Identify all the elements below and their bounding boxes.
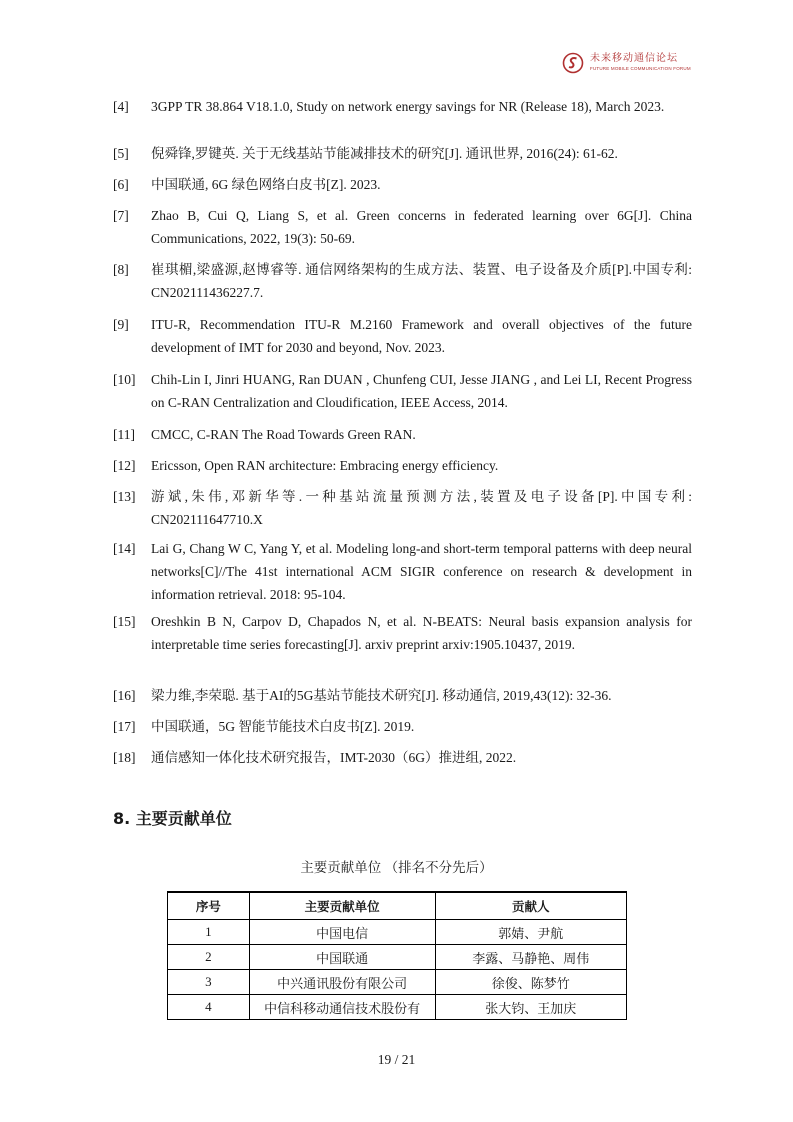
logo-english-name: FUTURE MOBILE COMMUNICATION FORUM — [590, 66, 691, 72]
reference-item — [113, 423, 692, 446]
reference-text: 梁力维,李荣聪. 基于AI的5G基站节能技术研究[J]. 移动通信, 2019,43(12): 32-36. — [151, 688, 612, 703]
reference-number: [17] — [113, 719, 136, 734]
reference-text: 崔琪楣,梁盛源,赵博睿等. 通信网络架构的生成方法、装置、电子设备及介质[P].中国专利: CN202111436227.7. — [151, 262, 692, 300]
section-heading: 8. 主要贡献单位 — [113, 809, 232, 828]
reference-text: 3GPP TR 38.864 V18.1.0, Study on network energy savings for NR (Release 18), March 2023. — [151, 99, 665, 114]
table-header-row — [168, 892, 627, 920]
reference-item — [113, 537, 692, 606]
reference-text: ITU-R, Recommendation ITU-R M.2160 Framework and overall objectives of the future development of IMT for 2030 and beyond, Nov. 2023. — [151, 317, 692, 355]
reference-text: Chih-Lin I, Jinri HUANG, Ran DUAN , Chunfeng CUI, Jesse JIANG , and Lei LI, Recent Progress on C-RAN Centralization and Cloudification, IEEE Access, 2014. — [151, 372, 692, 410]
reference-item — [113, 95, 692, 118]
reference-number: [13] — [113, 489, 136, 504]
reference-item — [113, 142, 692, 165]
reference-text: 中国联通，5G 智能节能技术白皮书[Z]. 2019. — [151, 719, 415, 734]
reference-text: 通信感知一体化技术研究报告，IMT-2030（6G）推进组, 2022. — [151, 750, 517, 765]
reference-text: Oreshkin B N, Carpov D, Chapados N, et al. N-BEATS: Neural basis expansion analysis for interpretable time series forecasting[J]. arxiv preprint arxiv:1905.10437, 2019. — [151, 614, 692, 652]
logo-chinese-name: 未来移动通信论坛 — [590, 53, 678, 65]
header-contributors: 贡献人 — [435, 892, 626, 920]
reference-text: Lai G, Chang W C, Yang Y, et al. Modeling long-and short-term temporal patterns with deep neural networks[C]//The 41st international ACM SIGIR conference on research & development in information retrieval. 2018: 95-104. — [151, 541, 692, 602]
reference-item — [113, 454, 692, 477]
reference-number: [8] — [113, 262, 129, 277]
row-index: 3 — [168, 970, 250, 995]
reference-number: [4] — [113, 99, 129, 114]
reference-text: Ericsson, Open RAN architecture: Embracing energy efficiency. — [151, 458, 499, 473]
contributors-table — [167, 891, 627, 1020]
reference-item — [113, 684, 692, 707]
reference-number: [7] — [113, 208, 129, 223]
row-contributors: 徐俊、陈梦竹 — [435, 970, 626, 995]
reference-text: 中国联通, 6G 绿色网络白皮书[Z]. 2023. — [151, 177, 381, 192]
row-contributors: 李露、马静艳、周伟 — [435, 945, 626, 970]
reference-number: [15] — [113, 614, 136, 629]
table-row — [168, 970, 627, 995]
reference-text: 游斌,朱伟,邓新华等.一种基站流量预测方法,装置及电子设备[P].中国专利: CN202111647710.X — [151, 489, 692, 527]
reference-number: [11] — [113, 427, 135, 442]
row-index: 1 — [168, 920, 250, 945]
forum-logo-icon — [562, 52, 584, 74]
row-organization: 中兴通讯股份有限公司 — [249, 970, 435, 995]
table-row — [168, 995, 627, 1020]
reference-item — [113, 746, 692, 769]
reference-item — [113, 258, 692, 304]
reference-number: [18] — [113, 750, 136, 765]
row-contributors: 张大钧、王加庆 — [435, 995, 626, 1020]
reference-number: [5] — [113, 146, 129, 161]
table-caption: 主要贡献单位 （排名不分先后） — [300, 860, 493, 875]
reference-number: [12] — [113, 458, 136, 473]
reference-item — [113, 715, 692, 738]
table-row — [168, 945, 627, 970]
header-index: 序号 — [168, 892, 250, 920]
reference-number: [10] — [113, 372, 136, 387]
reference-text: Zhao B, Cui Q, Liang S, et al. Green concerns in federated learning over 6G[J]. China Communications, 2022, 19(3): 50-69. — [151, 208, 692, 246]
reference-item — [113, 368, 692, 414]
row-organization: 中信科移动通信技术股份有 — [249, 995, 435, 1020]
table-row — [168, 920, 627, 945]
reference-number: [9] — [113, 317, 129, 332]
reference-number: [16] — [113, 688, 136, 703]
reference-item — [113, 485, 692, 531]
reference-text: 倪舜锋,罗键英. 关于无线基站节能减排技术的研究[J]. 通讯世界, 2016(24): 61-62. — [151, 146, 618, 161]
reference-item — [113, 173, 692, 196]
reference-item — [113, 313, 692, 359]
reference-item — [113, 610, 692, 656]
row-organization: 中国电信 — [249, 920, 435, 945]
page-number: 19 / 21 — [377, 1052, 416, 1067]
row-index: 2 — [168, 945, 250, 970]
header-organization: 主要贡献单位 — [249, 892, 435, 920]
reference-item — [113, 204, 692, 250]
reference-text: CMCC, C-RAN The Road Towards Green RAN. — [151, 427, 416, 442]
reference-number: [14] — [113, 541, 136, 556]
reference-number: [6] — [113, 177, 129, 192]
row-contributors: 郭婧、尹航 — [435, 920, 626, 945]
row-organization: 中国联通 — [249, 945, 435, 970]
row-index: 4 — [168, 995, 250, 1020]
forum-logo — [562, 52, 691, 74]
